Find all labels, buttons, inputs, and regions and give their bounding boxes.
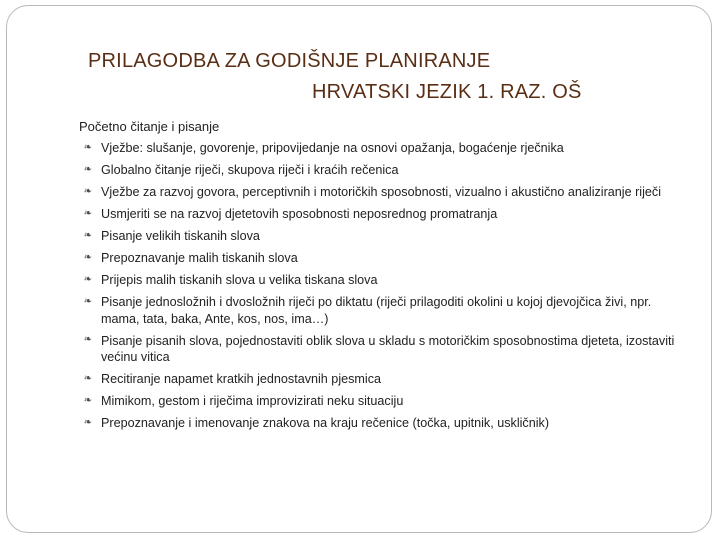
ribbon-bullet-icon: ❧ (83, 251, 93, 263)
ribbon-bullet-icon: ❧ (83, 229, 93, 241)
ribbon-bullet-icon: ❧ (83, 273, 93, 285)
ribbon-bullet-icon: ❧ (83, 185, 93, 197)
list-item (79, 415, 679, 432)
ribbon-bullet-icon: ❧ (83, 163, 93, 175)
list-item (79, 140, 679, 157)
list-item (79, 228, 679, 245)
section-heading: Početno čitanje i pisanje (79, 119, 220, 134)
ribbon-bullet-icon: ❧ (83, 141, 93, 153)
list-item (79, 162, 679, 179)
ribbon-bullet-icon: ❧ (83, 394, 93, 406)
list-item (79, 250, 679, 267)
title-line-1: PRILAGODBA ZA GODIŠNJE PLANIRANJE (88, 50, 491, 72)
list-item (79, 184, 679, 201)
list-item (79, 294, 679, 327)
list-item-text: Prepoznavanje malih tiskanih slova (101, 251, 298, 265)
list-item (79, 206, 679, 223)
list-item (79, 371, 679, 388)
bullet-list (79, 140, 679, 437)
list-item-text: Pisanje jednosložnih i dvosložnih riječi po diktatu (riječi prilagoditi okolini u kojoj djevojčica živi, npr. mama, tata, baka, Ante, kos, nos, ima…) (101, 295, 652, 326)
list-item-text: Mimikom, gestom i riječima improvizirati neku situaciju (101, 394, 404, 408)
list-item-text: Pisanje pisanih slova, pojednostaviti oblik slova u skladu s motoričkim sposobnostima djeteta, izostaviti većinu vitica (101, 333, 675, 364)
list-item-text: Usmjeriti se na razvoj djetetovih sposobnosti neposrednog promatranja (101, 207, 498, 221)
list-item-text: Vježbe za razvoj govora, perceptivnih i motoričkih sposobnosti, vizualno i akustično analiziranje riječi (101, 185, 661, 199)
list-item (79, 272, 679, 289)
list-item (79, 333, 679, 366)
list-item-text: Pisanje velikih tiskanih slova (101, 229, 260, 243)
ribbon-bullet-icon: ❧ (83, 372, 93, 384)
list-item-text: Prijepis malih tiskanih slova u velika tiskana slova (101, 273, 378, 287)
ribbon-bullet-icon: ❧ (83, 295, 93, 307)
title-line-2: HRVATSKI JEZIK 1. RAZ. OŠ (312, 81, 582, 103)
list-item-text: Recitiranje napamet kratkih jednostavnih pjesmica (101, 372, 382, 386)
list-item (79, 393, 679, 410)
list-item-text: Globalno čitanje riječi, skupova riječi i kraćih rečenica (101, 163, 399, 177)
ribbon-bullet-icon: ❧ (83, 207, 93, 219)
ribbon-bullet-icon: ❧ (83, 416, 93, 428)
slide-title (0, 0, 720, 110)
ribbon-bullet-icon: ❧ (83, 334, 93, 346)
list-item-text: Prepoznavanje i imenovanje znakova na kraju rečenice (točka, upitnik, uskličnik) (101, 416, 550, 430)
list-item-text: Vježbe: slušanje, govorenje, pripovijedanje na osnovi opažanja, bogaćenje rječnika (101, 141, 564, 155)
